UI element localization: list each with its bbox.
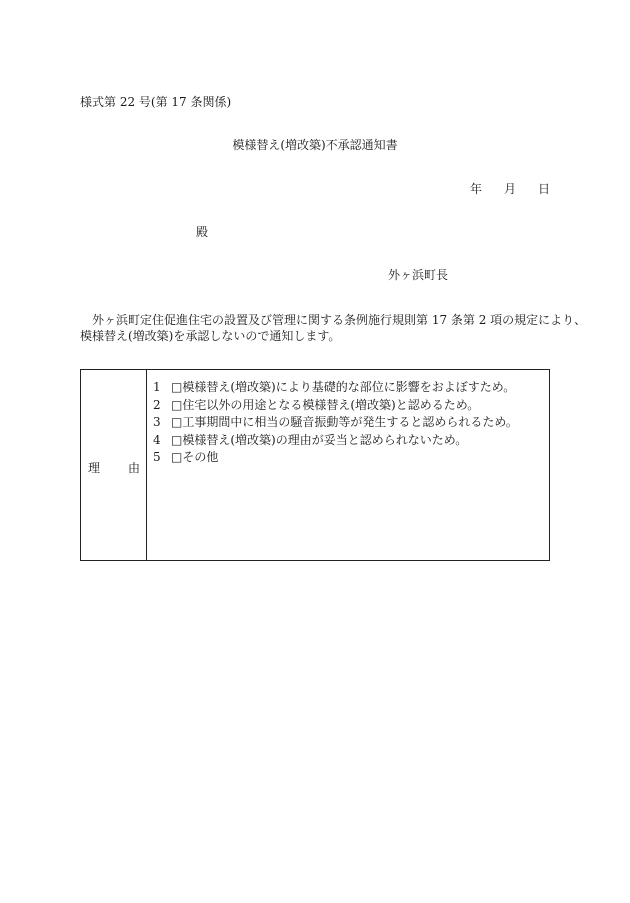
reason-number: 1	[153, 380, 161, 394]
reason-item-3	[153, 414, 518, 432]
notice-body	[80, 312, 587, 344]
reason-item-2	[153, 397, 518, 415]
document-title: 模様替え(増改築)不承認通知書	[232, 138, 398, 152]
reason-text: □模様替え(増改築)により基礎的な部位に影響をおよぼすため。	[171, 380, 516, 394]
reason-label-char-2: 由	[127, 461, 140, 475]
reason-text: □模様替え(増改築)の理由が妥当と認められないため。	[171, 432, 468, 447]
date-month-label: 月	[504, 182, 517, 196]
reason-item-1	[153, 379, 518, 397]
date-line	[470, 181, 550, 197]
reason-list	[153, 379, 518, 467]
notice-body-line-2: 模様替え(増改築)を承認しないので通知します。	[80, 329, 341, 343]
reason-text: □住宅以外の用途となる模様替え(増改築)と認めるため。	[171, 397, 480, 412]
reason-number: 2	[153, 397, 161, 412]
addressee-suffix: 殿	[196, 225, 209, 239]
issuer-name: 外ヶ浜町長	[388, 268, 449, 282]
reason-item-4	[153, 432, 518, 450]
reason-number: 4	[153, 432, 161, 447]
reason-number: 3	[153, 415, 161, 429]
reason-label-char-1: 理	[88, 461, 101, 475]
reason-text: □工事期間中に相当の騒音振動等が発生すると認められるため。	[171, 415, 518, 429]
reason-item-5	[153, 449, 518, 467]
reason-label	[88, 460, 140, 476]
reason-text: □その他	[171, 450, 219, 464]
form-number: 様式第 22 号(第 17 条関係)	[80, 95, 232, 109]
reason-label-cell	[81, 370, 147, 560]
date-day-label: 日	[538, 182, 551, 196]
notice-body-line-1: 外ヶ浜町定住促進住宅の設置及び管理に関する条例施行規則第 17 条第 2 項の規定により、	[92, 313, 587, 327]
reason-number: 5	[153, 450, 161, 464]
date-year-label: 年	[470, 182, 483, 196]
reason-table	[80, 369, 550, 561]
